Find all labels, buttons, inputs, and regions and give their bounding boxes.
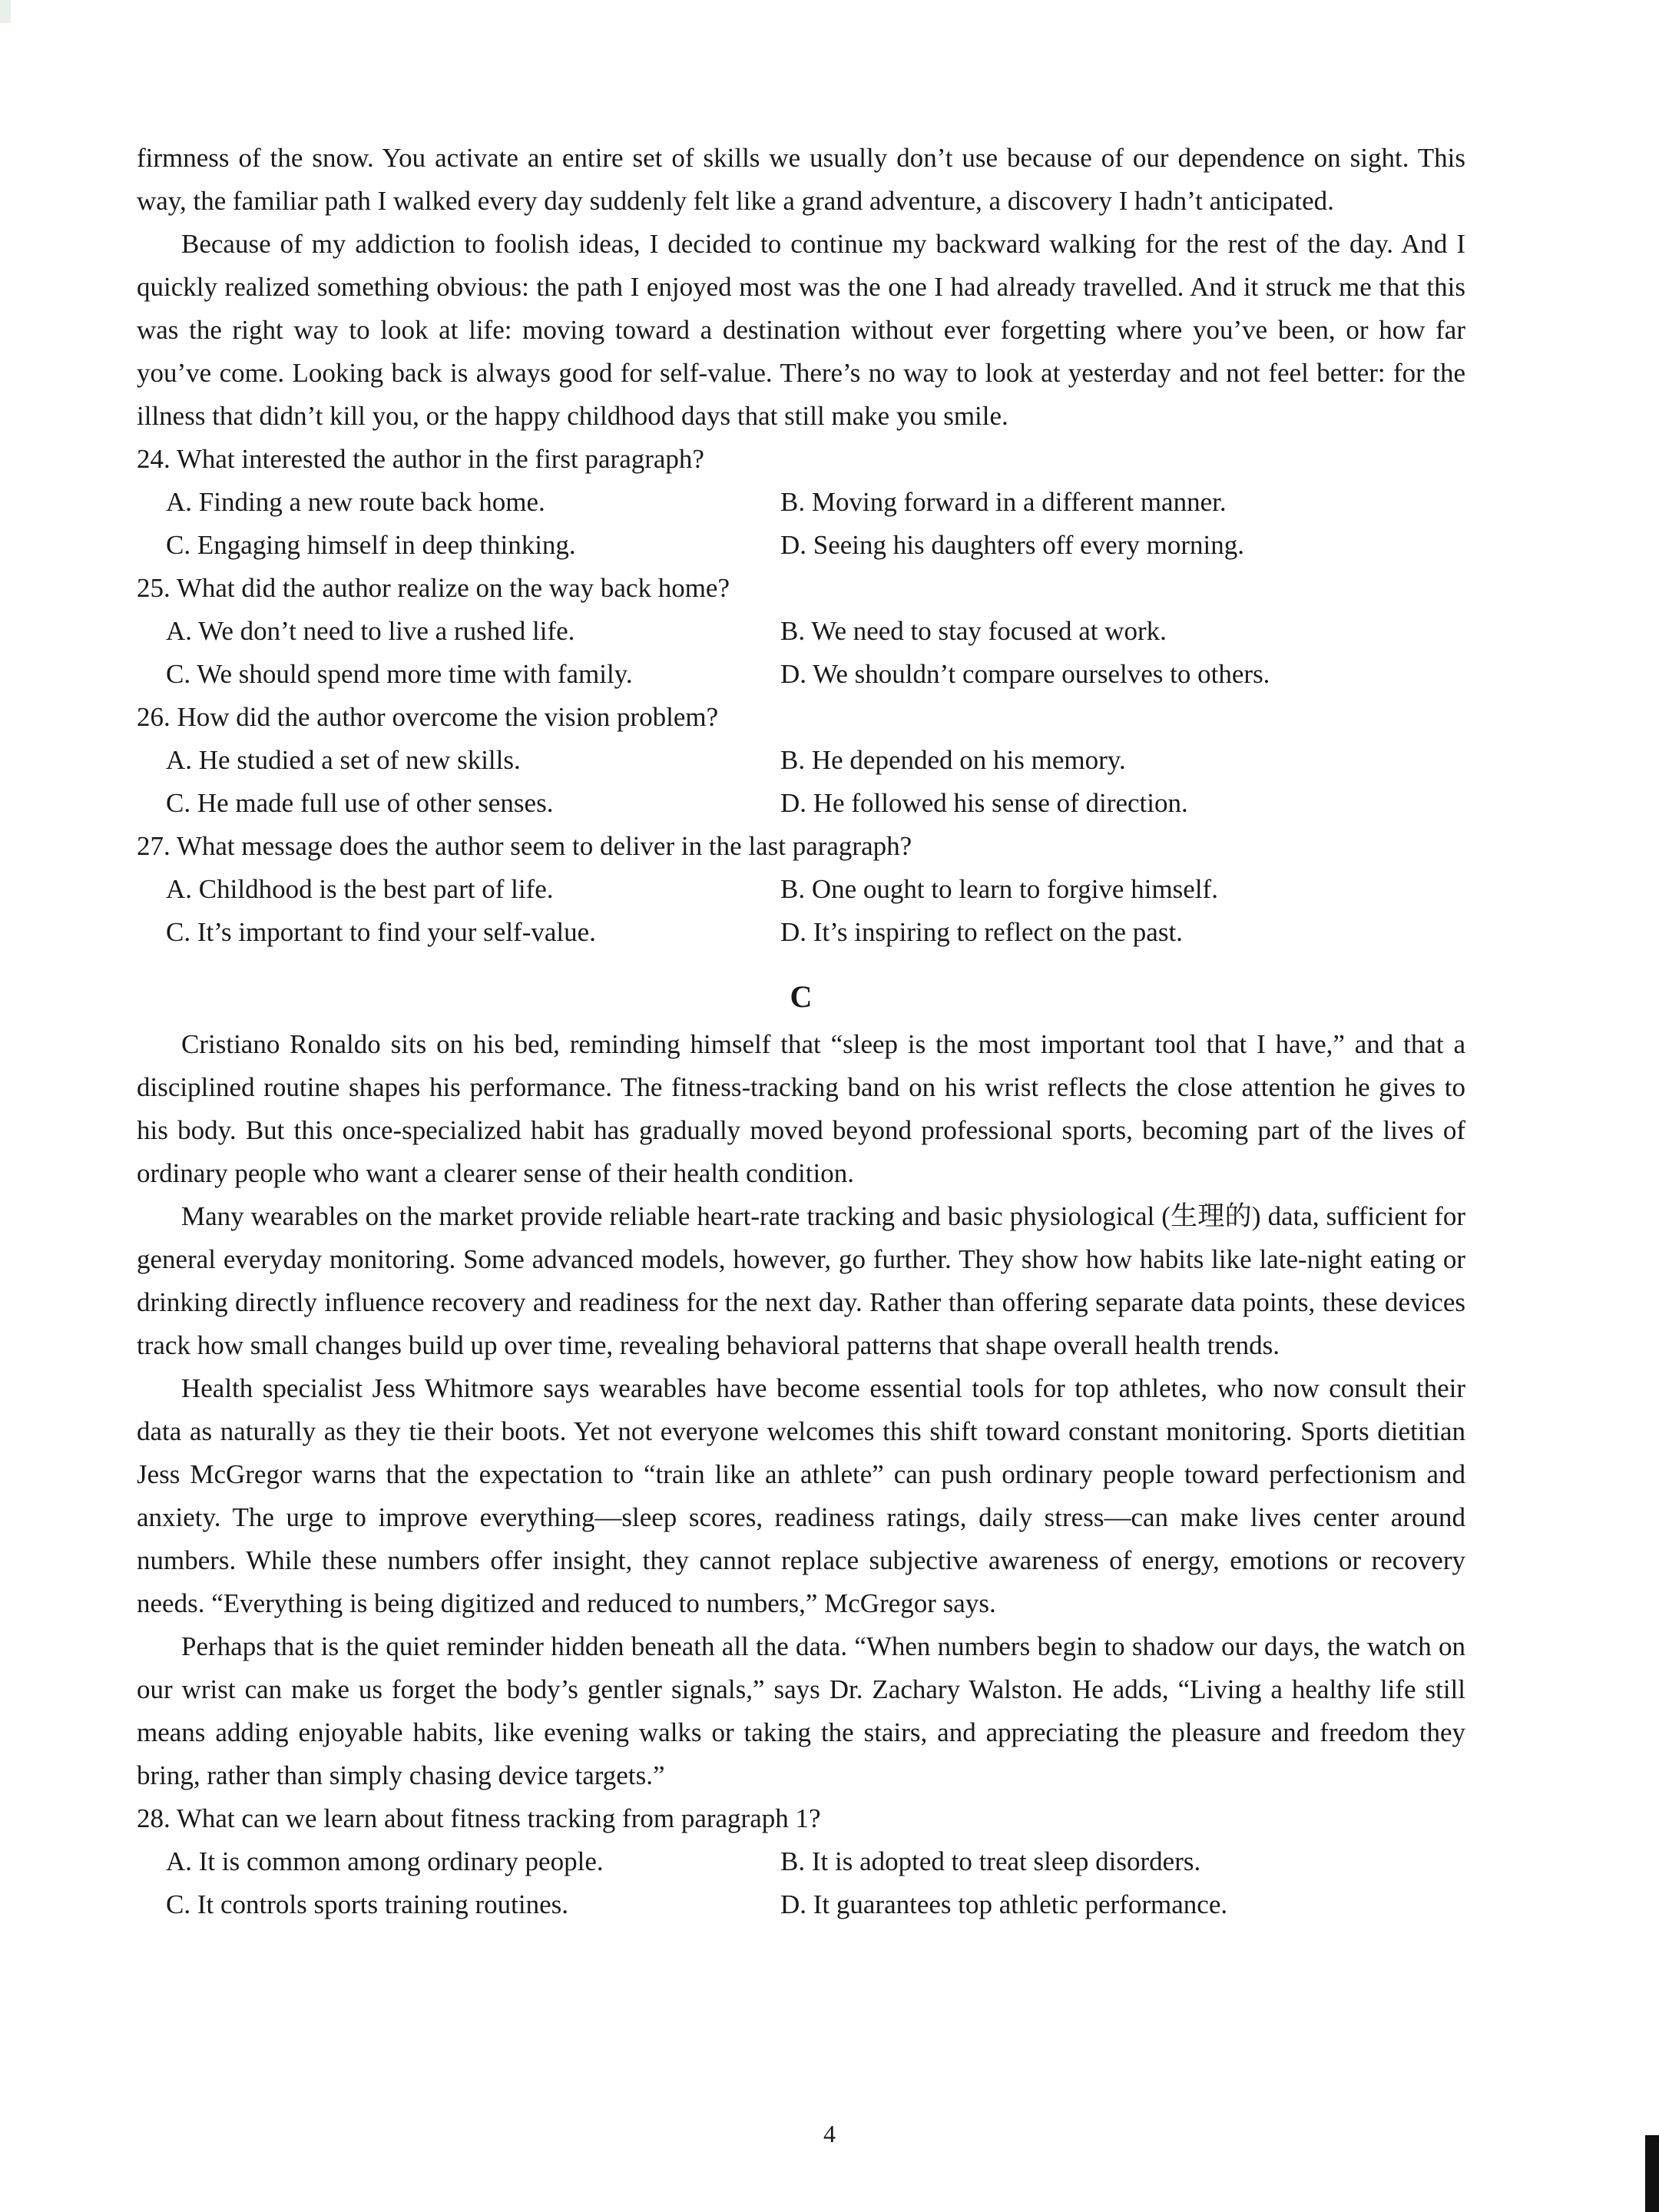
- question-24: [137, 438, 1465, 567]
- option-c[interactable]: C. It’s important to find your self-value.: [166, 917, 596, 947]
- passage-c-paragraph-3: Health specialist Jess Whitmore says wearables have become essential tools for top athletes, who now consult their data as naturally as they tie their boots. Yet not everyone welcomes this shift toward constant monitoring. Sports dietitian Jess McGregor warns that the expectation to “train like an athlete” can push ordinary people toward perfectionism and anxiety. The urge to improve everything—sleep scores, readiness ratings, daily stress—can make lives center around numbers. While these numbers offer insight, they cannot replace subjective awareness of energy, emotions or recovery needs. “Everything is being digitized and reduced to numbers,” McGregor says.: [137, 1373, 1465, 1618]
- option-d[interactable]: D. Seeing his daughters off every morning.: [780, 530, 1244, 560]
- passage-b-paragraph-continued: firmness of the snow. You activate an entire set of skills we usually don’t use because of our dependence on sight. This way, the familiar path I walked every day suddenly felt like a grand adventure, a discovery I hadn’t anticipated.: [137, 143, 1465, 216]
- question-stem: 26. How did the author overcome the vision problem?: [137, 702, 719, 732]
- option-c[interactable]: C. He made full use of other senses.: [166, 788, 554, 818]
- option-d[interactable]: D. We shouldn’t compare ourselves to others.: [780, 659, 1270, 689]
- scan-edge-mark: [1645, 2135, 1659, 2212]
- question-options: [137, 481, 1465, 567]
- option-c[interactable]: C. It controls sports training routines.: [166, 1889, 568, 1919]
- question-options: [137, 1840, 1465, 1926]
- question-options: [137, 868, 1465, 954]
- question-25: [137, 567, 1465, 696]
- option-d[interactable]: D. It’s inspiring to reflect on the past.: [780, 917, 1183, 947]
- option-d[interactable]: D. He followed his sense of direction.: [780, 788, 1188, 818]
- option-b[interactable]: B. We need to stay focused at work.: [780, 616, 1167, 646]
- passage-c-paragraph-1: Cristiano Ronaldo sits on his bed, reminding himself that “sleep is the most important tool that I have,” and that a disciplined routine shapes his performance. The fitness-tracking band on his wrist reflects the close attention he gives to his body. But this once-specialized habit has gradually moved beyond professional sports, becoming part of the lives of ordinary people who want a clearer sense of their health condition.: [137, 1029, 1465, 1188]
- question-options: [137, 610, 1465, 696]
- option-a[interactable]: A. He studied a set of new skills.: [166, 745, 521, 775]
- question-26: [137, 696, 1465, 825]
- scan-corner-mark: [0, 0, 11, 23]
- page-number: 4: [823, 2120, 836, 2147]
- section-heading-c: C: [790, 979, 813, 1014]
- question-stem: 27. What message does the author seem to deliver in the last paragraph?: [137, 831, 912, 861]
- option-c[interactable]: C. Engaging himself in deep thinking.: [166, 530, 576, 560]
- option-a[interactable]: A. We don’t need to live a rushed life.: [166, 616, 575, 646]
- option-a[interactable]: A. It is common among ordinary people.: [166, 1846, 604, 1876]
- question-options: [137, 739, 1465, 825]
- option-b[interactable]: B. Moving forward in a different manner.: [780, 487, 1227, 517]
- passage-c-paragraph-2: Many wearables on the market provide reliable heart-rate tracking and basic physiological (生理的) data, sufficient for general everyday monitoring. Some advanced models, however, go further. They show how habits like late-night eating or drinking directly influence recovery and readiness for the next day. Rather than offering separate data points, these devices track how small changes build up over time, revealing behavioral patterns that shape overall health trends.: [137, 1201, 1465, 1360]
- option-b[interactable]: B. He depended on his memory.: [780, 745, 1126, 775]
- question-stem: 25. What did the author realize on the way back home?: [137, 573, 730, 603]
- question-stem: 28. What can we learn about fitness tracking from paragraph 1?: [137, 1803, 821, 1833]
- option-c[interactable]: C. We should spend more time with family.: [166, 659, 633, 689]
- question-stem: 24. What interested the author in the first paragraph?: [137, 444, 704, 474]
- exam-page: [137, 137, 1465, 1926]
- option-b[interactable]: B. It is adopted to treat sleep disorders.: [780, 1846, 1201, 1876]
- option-a[interactable]: A. Childhood is the best part of life.: [166, 874, 554, 904]
- question-27: [137, 825, 1465, 954]
- option-b[interactable]: B. One ought to learn to forgive himself.: [780, 874, 1218, 904]
- option-a[interactable]: A. Finding a new route back home.: [166, 487, 545, 517]
- option-d[interactable]: D. It guarantees top athletic performance.: [780, 1889, 1228, 1919]
- question-28: [137, 1797, 1465, 1926]
- passage-c-paragraph-4: Perhaps that is the quiet reminder hidden beneath all the data. “When numbers begin to shadow our days, the watch on our wrist can make us forget the body’s gentler signals,” says Dr. Zachary Walston. He adds, “Living a healthy life still means adding enjoyable habits, like evening walks or taking the stairs, and appreciating the pleasure and freedom they bring, rather than simply chasing device targets.”: [137, 1631, 1465, 1790]
- passage-b-paragraph: Because of my addiction to foolish ideas, I decided to continue my backward walking for the rest of the day. And I quickly realized something obvious: the path I enjoyed most was the one I had already travelled. And it struck me that this was the right way to look at life: moving toward a destination without ever forgetting where you’ve been, or how far you’ve come. Looking back is always good for self-value. There’s no way to look at yesterday and not feel better: for the illness that didn’t kill you, or the happy childhood days that still make you smile.: [137, 229, 1465, 431]
